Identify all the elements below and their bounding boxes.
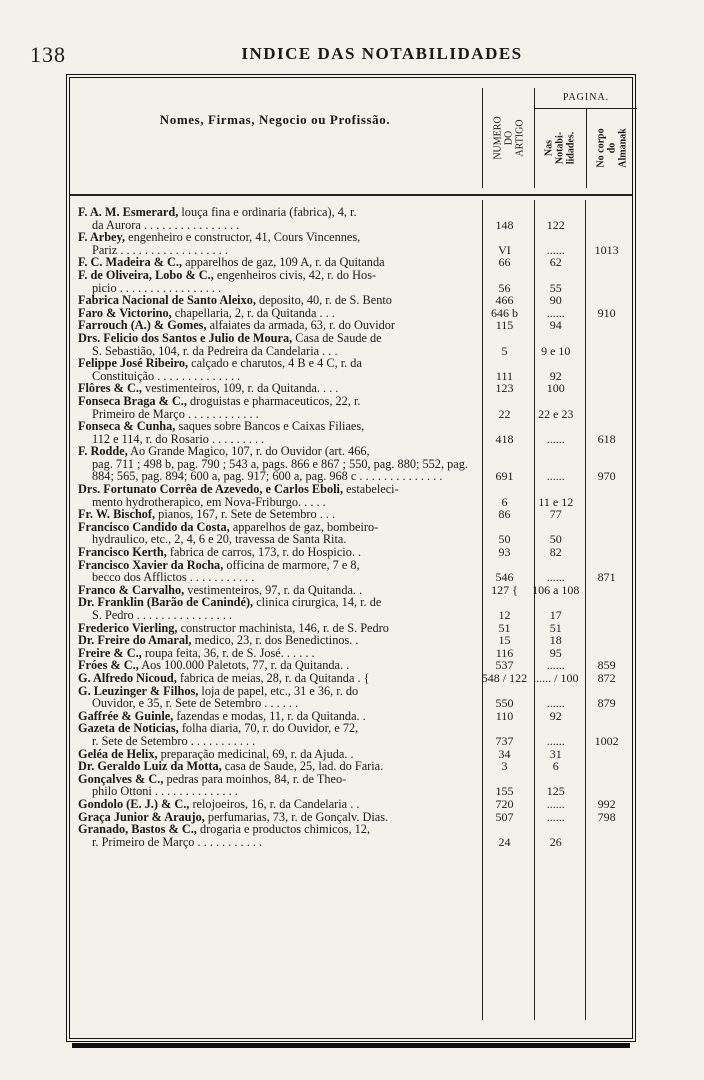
entry-text [70,521,479,546]
entry-name: Fróes & C., [78,658,139,673]
article-number: 115 [495,318,514,333]
article-number: 86 [498,507,511,522]
entry-name: Faro & Victorino, [78,305,172,320]
entry-name: Gazeta de Noticias, [78,721,179,736]
page-notabilidades: 11 e 12 [538,494,574,509]
page-notabilidades: 55 [549,280,562,295]
page-notabilidades: 106 a 108 [532,582,580,597]
entry-continuation: Constituição . . . . . . . . . . . . . . [92,368,241,383]
entry-text [70,357,479,382]
page-notabilidades: 94 [549,318,562,333]
entry-continuation: becco dos Afflictos . . . . . . . . . . . [92,570,255,585]
entry-continuation: r. Sete de Setembro . . . . . . . . . . . [92,733,256,748]
page-notabilidades: ...... [546,305,565,320]
index-entry [70,445,632,483]
entry-continuation: philo Ottoni . . . . . . . . . . . . . . [92,784,238,799]
page-almanak: 872 [597,670,616,685]
almanak-label-line: do [606,142,618,154]
index-entry [70,357,632,382]
page-almanak: 992 [597,796,616,811]
article-number: 24 [498,834,511,849]
page-notabilidades: 77 [549,507,562,522]
entry-description: fabrica de meias, 28, r. da Quitanda . { [176,670,370,685]
running-title: INDICE DAS NOTABILIDADES [241,44,523,63]
entry-name: Dr. Geraldo Luiz da Motta, [78,759,222,774]
entry-description: saques sobre Bancos e Caixas Filiaes, [175,419,365,434]
page-almanak [581,508,632,521]
article-number-label-line: ARTIGO [514,119,526,157]
page-notabilidades: 82 [549,545,562,560]
article-number: 110 [495,708,514,723]
entry-description: roupa feita, 36, r. de S. José. . . . . . [141,645,315,660]
article-number: 720 [495,796,514,811]
entry-text [70,420,479,445]
article-number: 127 { [491,582,518,597]
entry-continuation: pag. 711 ; 498 b, pag. 790 ; 543 a, pags. 866 e 867 ; 550, pag. 880; 552, pag. 884; 565, pag. 894; 600 a, pag. 917; 600 a, pag. 968 c . . . . . . . . . . . . . . [92,456,468,484]
page-almanak: 1002 [594,733,619,748]
page-notabilidades: 90 [549,293,562,308]
article-number: 548 / 122 [481,670,528,685]
entry-continuation: Primeiro de Março . . . . . . . . . . . . [92,406,259,421]
page-almanak [581,483,632,508]
index-entry [70,332,632,357]
article-number: 418 [495,431,514,446]
entry-description: chapellaria, 2, r. da Quitanda . . . [171,305,335,320]
page-almanak: 859 [597,658,616,673]
page-almanak [581,823,632,848]
page-almanak [581,748,632,761]
entry-description: droguistas e pharmaceuticos, 22, r. [186,393,361,408]
entry-text [70,445,479,483]
entry-text [70,722,479,747]
page-almanak [581,269,632,294]
entry-description: Ao Grande Magico, 107, r. do Ouvidor (art. 466, [127,444,370,459]
table-header [70,82,632,196]
entry-name: G. Alfredo Nicoud, [78,670,177,685]
page-notabilidades: ...... [546,733,565,748]
entry-description: deposito, 40, r. de S. Bento [255,293,392,308]
entry-name: F. de Oliveira, Lobo & C., [78,267,214,282]
page-almanak [581,256,632,269]
entry-description: Aos 100.000 Paletots, 77, r. da Quitanda. . [138,658,350,673]
index-table [66,74,636,1042]
entry-text [70,269,479,294]
notabilidades-label-line: Nas [543,139,555,157]
page-notabilidades: ...... [546,658,565,673]
entry-continuation: picio . . . . . . . . . . . . . . . . . [92,280,222,295]
article-number: 50 [498,532,511,547]
entry-description: medico, 23, r. dos Benedictinos. . [191,633,359,648]
notabilidades-label-line: lidades. [565,131,577,165]
entry-name: Francisco Xavier da Rocha, [78,557,224,572]
entry-name: Fonseca Braga & C., [78,393,187,408]
page-almanak [581,634,632,647]
index-entry [70,685,632,710]
page-almanak: 910 [597,305,616,320]
article-number: 6 [501,494,508,509]
entry-continuation: r. Primeiro de Março . . . . . . . . . . . [92,834,263,849]
entry-description: relojoeiros, 16, r. da Candelaria . . [189,796,360,811]
article-number: 5 [501,343,508,358]
page-notabilidades: 51 [549,620,562,635]
page-notabilidades: ...... [546,696,565,711]
page-notabilidades: 26 [549,834,562,849]
entry-text [70,395,479,420]
entry-name: Fr. W. Bischof, [78,507,156,522]
index-entry [70,206,632,231]
article-number: 93 [498,545,511,560]
article-number: 507 [495,809,514,824]
article-number-label-line: DO [503,130,515,146]
entry-description: calçado e charutos, 4 B e 4 C, r. da [188,356,362,371]
entry-name: Franco & Carvalho, [78,582,185,597]
page-notabilidades: 6 [552,759,559,774]
index-entry [70,596,632,621]
pagina-column-header [534,88,637,188]
article-number: 116 [495,645,514,660]
entry-name: Francisco Kerth, [78,545,167,560]
entry-continuation: da Aurora . . . . . . . . . . . . . . . . [92,217,240,232]
entry-name: Flôres & C., [78,381,142,396]
article-number: 12 [498,608,511,622]
entry-name: Farrouch (A.) & Gomes, [78,318,207,333]
notabilidades-subcolumn-header [535,108,585,188]
page-notabilidades: 22 e 23 [538,406,574,421]
entry-description: Casa de Saude de [292,330,382,345]
entries-list [70,206,632,1020]
page-almanak [581,382,632,395]
page-almanak [581,332,632,357]
entry-description: loja de papel, etc., 31 e 36, r. do [198,683,359,698]
entry-description: alfaiates da armada, 63, r. do Ouvidor [206,318,396,333]
entry-text [70,823,479,848]
page-almanak [581,710,632,723]
page-notabilidades: 125 [546,784,565,799]
page-notabilidades: 100 [546,381,565,396]
page-number: 138 [30,42,66,67]
entry-name: Fabrica Nacional de Santo Aleixo, [78,293,256,308]
entry-description: louça fina e ordinaria (fabrica), 4, r. [178,205,357,219]
entry-name: Gondolo (E. J.) & C., [78,796,190,811]
index-entry [70,722,632,747]
index-entry [70,420,632,445]
article-number: 550 [495,696,514,711]
entry-description: officina de marmore, 7 e 8, [223,557,360,572]
page-almanak [581,760,632,773]
entry-description: vestimenteiros, 109, r. da Quitanda. . . . [141,381,339,396]
article-number: 66 [498,255,511,270]
entry-name: Frederico Vierling, [78,620,178,635]
page-notabilidades: ...... [546,431,565,446]
entry-description: folha diaria, 70, r. do Ouvidor, e 72, [178,721,359,736]
entry-name: Fonseca & Cunha, [78,419,176,434]
names-column-header: Nomes, Firmas, Negocio ou Profissão. [159,112,391,127]
page-notabilidades: 18 [549,633,562,648]
index-entry [70,559,632,584]
entry-description: pianos, 167, r. Sete de Setembro . . . [155,507,336,522]
entry-continuation: 112 e 114, r. do Rosario . . . . . . . . . [92,431,265,446]
entry-continuation: S. Sebastião, 104, r. da Pedreira da Candelaria . . . [92,343,338,358]
entry-text [70,559,479,584]
page-almanak [581,395,632,420]
article-number: 737 [495,733,514,748]
entry-name: Freire & C., [78,645,142,660]
page-almanak [581,546,632,559]
entry-name: Granado, Bastos & C., [78,822,197,837]
article-number: 148 [495,217,514,232]
entry-text [70,773,479,798]
entry-name: Drs. Fortunato Corrêa de Azevedo, e Carlos Eboli, [78,482,344,497]
entry-text [70,483,479,508]
page-notabilidades: 95 [549,645,562,660]
index-entry [70,231,632,256]
entry-text [70,231,479,256]
entry-name: Dr. Franklin (Barão de Canindé), [78,595,254,610]
entry-description: perfumarias, 73, r. de Gonçalv. Dias. [204,809,389,824]
page-almanak [581,319,632,332]
page-notabilidades: 62 [549,255,562,270]
entry-description: apparelhos de gaz, 109 A, r. da Quitanda [182,255,385,270]
entry-text [70,332,479,357]
page-almanak [581,584,632,597]
article-number: 155 [495,784,514,799]
entry-description: engenheiros civis, 42, r. do Hos- [213,267,377,282]
page-almanak [581,357,632,382]
page-almanak: 879 [597,696,616,711]
article-number: 466 [495,293,514,308]
page-notabilidades: 92 [549,368,562,383]
page-almanak [581,773,632,798]
entry-description: estabeleci- [343,482,399,497]
entry-text [70,206,479,231]
entry-name: Gaffrée & Guinle, [78,708,174,723]
page-almanak: 1013 [594,242,619,257]
page-notabilidades: ...... [546,809,565,824]
article-number: VI [498,242,511,257]
entry-description: pedras para moinhos, 84, r. de Theo- [163,771,347,786]
index-entry [70,269,632,294]
article-number: 15 [498,633,511,648]
entry-name: F. C. Madeira & C., [78,255,183,270]
article-number: 56 [498,280,511,295]
article-number: 123 [495,381,514,396]
page-almanak: 618 [597,431,616,446]
article-number: 34 [498,746,511,761]
page-almanak [581,521,632,546]
page-notabilidades: 31 [549,746,562,761]
entry-description: fabrica de carros, 173, r. do Hospicio. . [166,545,362,560]
page-notabilidades: ...... / 100 [533,670,579,685]
page-almanak [581,206,632,231]
page-almanak [581,622,632,635]
entry-name: Drs. Felicio dos Santos e Julio de Moura, [78,330,293,345]
article-number: 546 [495,570,514,585]
notabilidades-label-line: Notabi- [554,131,566,165]
article-number: 22 [498,406,511,421]
entry-description: apparelhos de gaz, bombeiro- [229,519,379,534]
entry-description: preparação medicinal, 69, r. da Ajuda. . [157,746,354,761]
entry-continuation: S. Pedro . . . . . . . . . . . . . . . . [92,608,233,622]
article-number: 691 [495,469,514,484]
article-number: 646 b [490,305,518,320]
entry-text [70,596,479,621]
index-entry [70,773,632,798]
page-notabilidades: ...... [546,796,565,811]
page-almanak: 970 [597,469,616,484]
index-entry [70,483,632,508]
entry-description: fazendas e modas, 11, r. da Quitanda. . [173,708,366,723]
page-notabilidades: 50 [549,532,562,547]
page-notabilidades: 92 [549,708,562,723]
entry-description: clinica cirurgica, 14, r. de [253,595,382,610]
pagina-label: PAGINA. [535,88,637,109]
article-number: 3 [501,759,508,774]
entry-text [70,685,479,710]
entry-name: Graça Junior & Araujo, [78,809,205,824]
almanak-subcolumn-header [586,108,637,188]
page-notabilidades: 17 [549,608,562,622]
index-entry [70,823,632,848]
entry-description: engenheiro e constructor, 41, Cours Vincennes, [125,230,361,245]
page-almanak [581,596,632,621]
entry-name: F. Arbey, [78,230,126,245]
page-notabilidades: ...... [546,570,565,585]
almanak-label-line: No corpo [595,128,607,168]
entry-name: Francisco Candido da Costa, [78,519,230,534]
index-entry [70,395,632,420]
entry-continuation: Pariz . . . . . . . . . . . . . . . . . . [92,242,228,257]
page-notabilidades: 9 e 10 [541,343,571,358]
article-number: 111 [495,368,514,383]
entry-name: Dr. Freire do Amaral, [78,633,192,648]
page-almanak: 798 [597,809,616,824]
entry-description: constructor machinista, 146, r. de S. Pedro [177,620,389,635]
entry-name: Gonçalves & C., [78,771,164,786]
entry-continuation: hydraulico, etc., 2, 4, 6 e 20, travessa de Santa Rita. [92,532,347,547]
page-almanak: 871 [597,570,616,585]
article-number: 51 [498,620,511,635]
entry-description: casa de Saude, 25, lad. do Faria. [221,759,384,774]
entry-name: G. Leuzinger & Filhos, [78,683,199,698]
index-entry [70,521,632,546]
article-number-label-line: NUMERO [492,116,504,160]
entry-description: vestimenteiros, 97, r. da Quitanda. . [184,582,363,597]
article-number-column-header [482,88,535,188]
page-notabilidades: ...... [546,242,565,257]
entry-name: Geléa de Helix, [78,746,158,761]
entry-name: F. Rodde, [78,444,128,459]
entry-name: F. A. M. Esmerard, [78,205,179,219]
entry-name: Felippe José Ribeiro, [78,356,189,371]
entry-continuation: Ouvidor, e 35, r. Sete de Setembro . . . . . . [92,696,299,711]
page-almanak [581,294,632,307]
article-number: 537 [495,658,514,673]
page-notabilidades: ...... [546,469,565,484]
page-notabilidades: 122 [546,217,565,232]
almanak-label-line: Almanak [617,128,629,168]
entry-continuation: mento hydrotherapico, em Nova-Friburgo. . . . . [92,494,326,509]
entry-description: drogaria e productos chimicos, 12, [196,822,371,837]
